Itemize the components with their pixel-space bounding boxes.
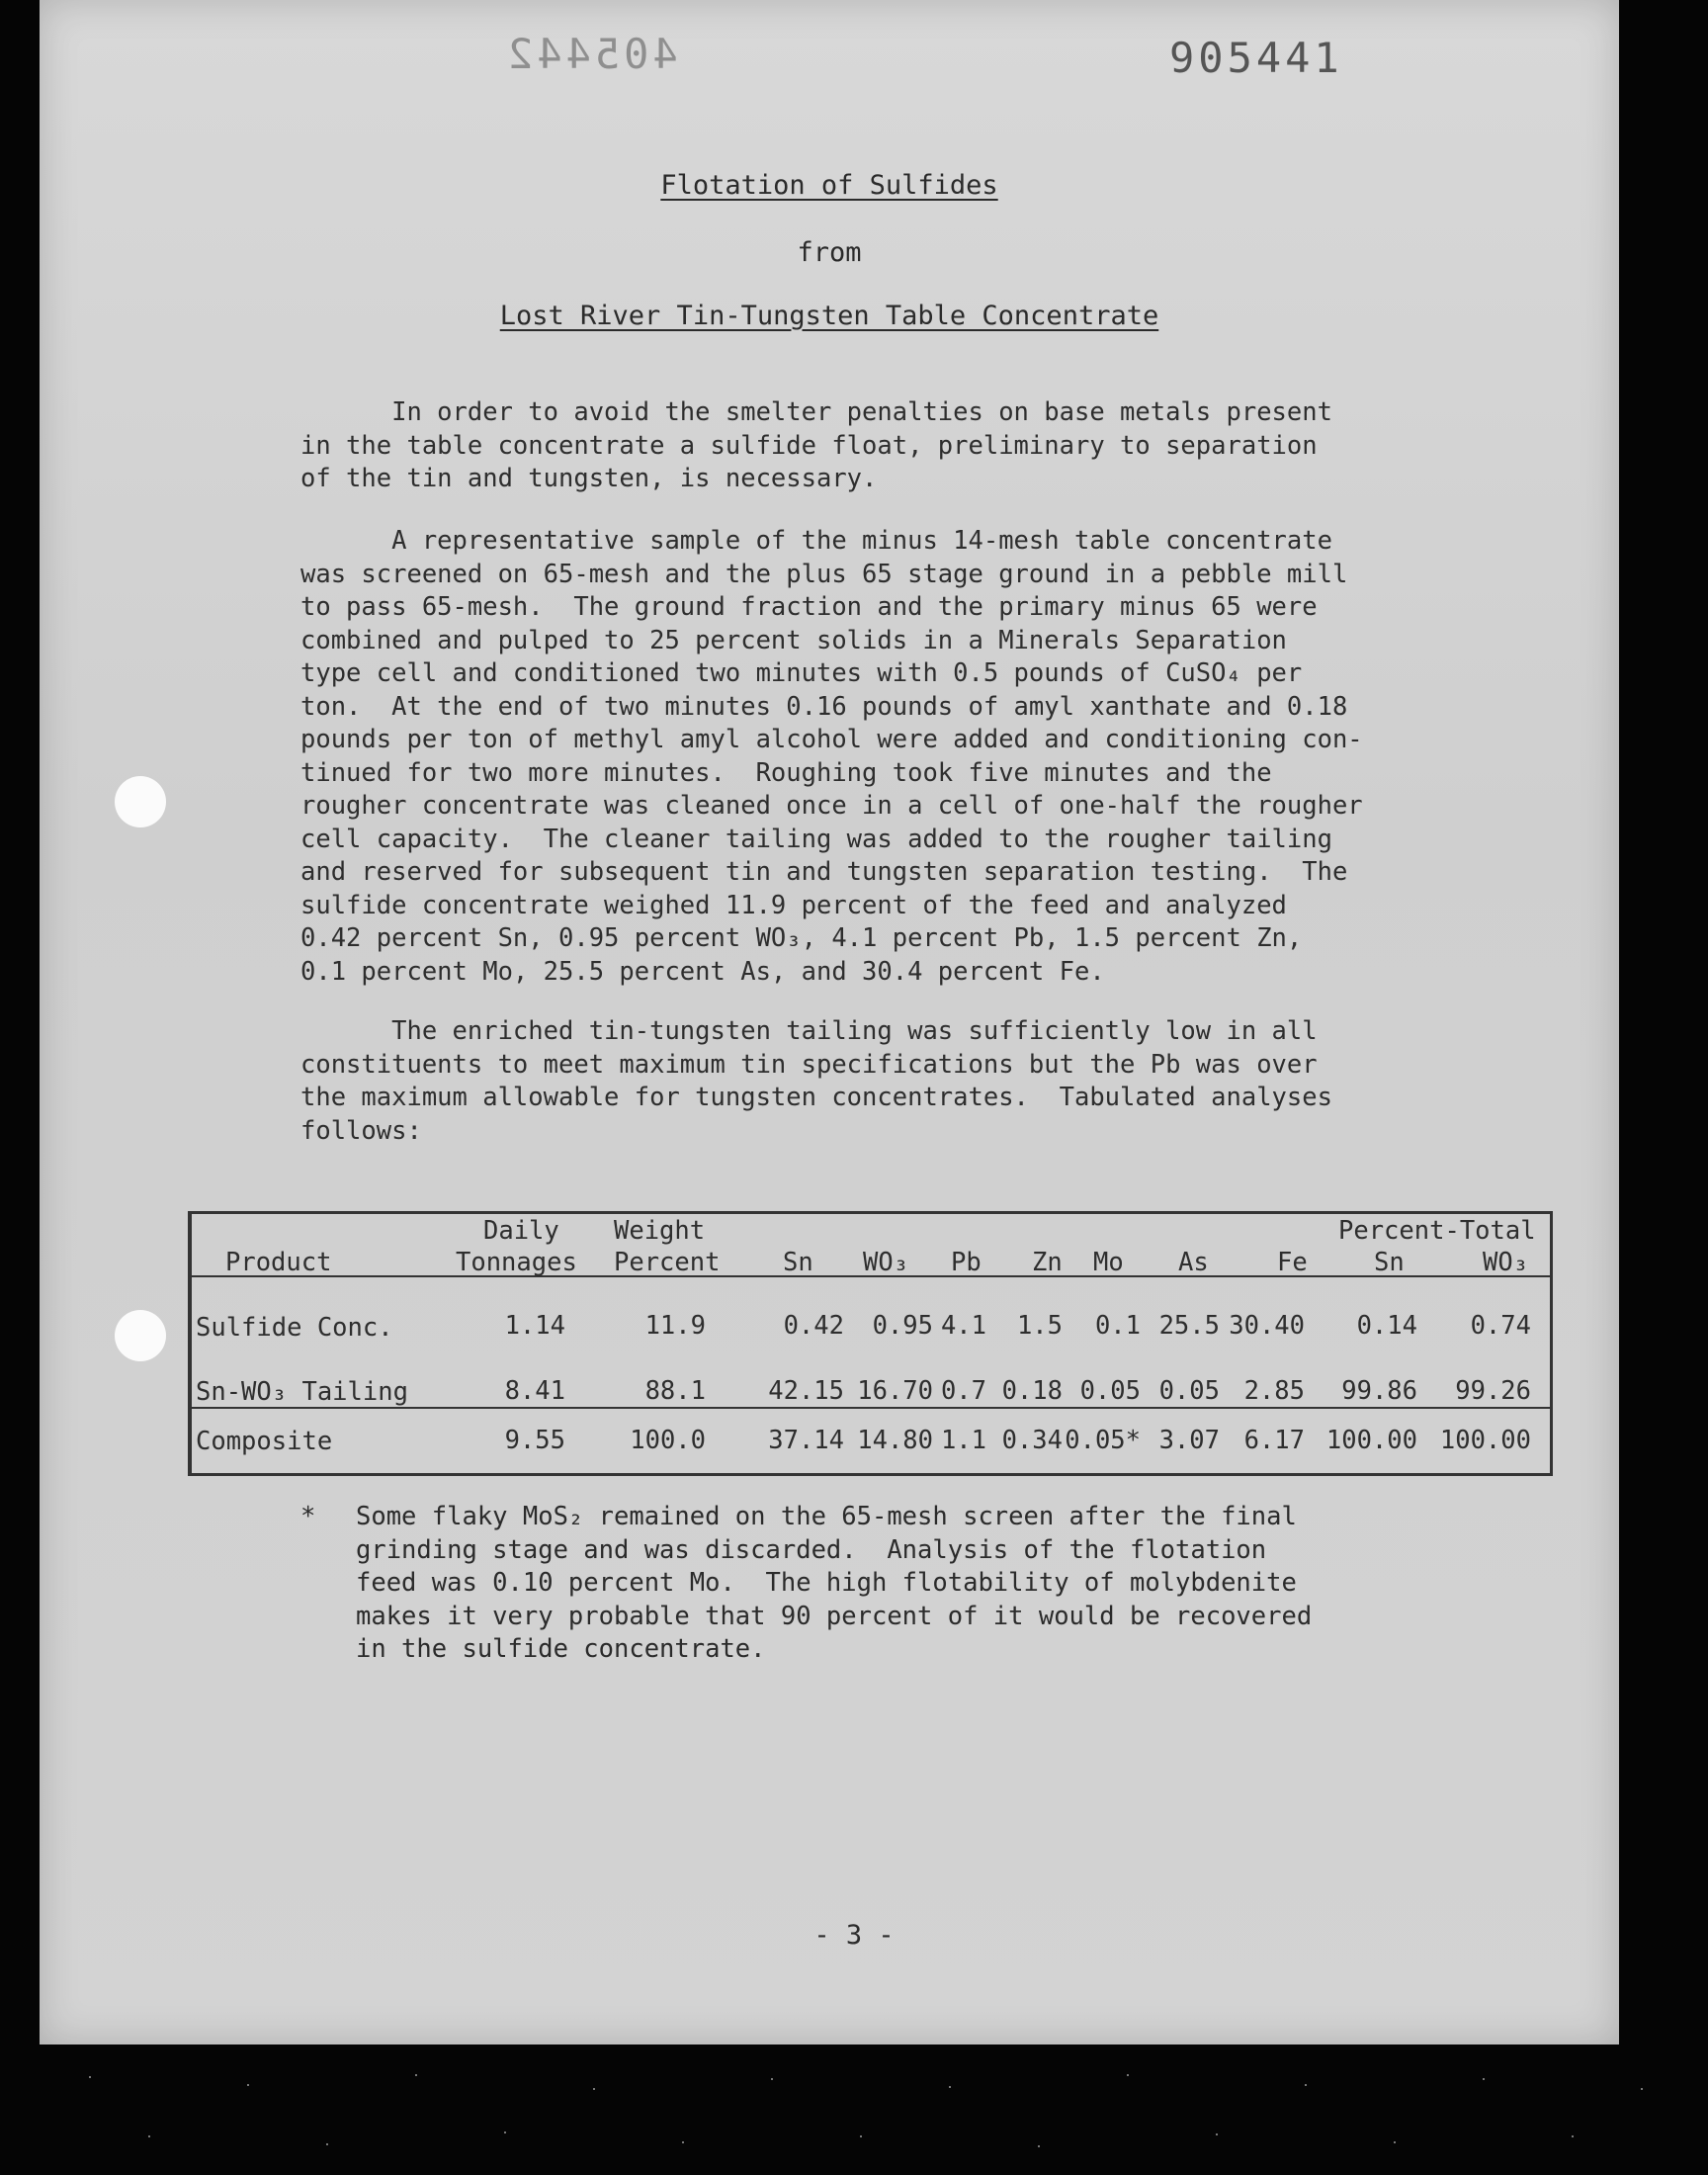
col-header-weight-percent: Percent — [614, 1248, 721, 1277]
row-2-pb: 0.7 — [940, 1376, 986, 1406]
row-2-tonnage: 8.41 — [504, 1376, 565, 1406]
page-number: - 3 - — [813, 1920, 895, 1951]
col-header-pb: Pb — [951, 1248, 982, 1277]
col-header-as: As — [1178, 1248, 1209, 1277]
row-3-zn: 0.34 — [1001, 1426, 1063, 1455]
col-header-zn: Zn — [1032, 1248, 1063, 1277]
row-1-product: Sulfide Conc. — [196, 1313, 393, 1343]
row-1-wo3: 0.95 — [872, 1311, 933, 1341]
title-line-2: from — [797, 237, 862, 268]
footnote-marker: * — [300, 1502, 316, 1531]
row-3-total-sn: 100.00 — [1325, 1426, 1417, 1455]
col-header-product: Product — [225, 1248, 332, 1277]
col-header-total-sn: Sn — [1374, 1248, 1405, 1277]
row-1-sn: 0.42 — [783, 1311, 844, 1341]
paragraph-1: In order to avoid the smelter penalties on base metals present in the table concentrate a sulfide float, preliminary to separation of the tin and tungsten, is necessary. — [300, 397, 1332, 493]
row-1-mo: 0.1 — [1094, 1311, 1141, 1341]
document-stamp-number: 905441 — [1169, 34, 1343, 82]
row-2-total-sn: 99.86 — [1341, 1376, 1417, 1406]
row-3-product: Composite — [196, 1427, 333, 1456]
mirrored-stamp-number: 405442 — [504, 30, 678, 78]
row-1-total-wo3: 0.74 — [1470, 1311, 1531, 1341]
header-percent-total: Percent-Total — [1338, 1216, 1536, 1246]
row-2-product: Sn-WO₃ Tailing — [196, 1377, 408, 1407]
punch-hole-top — [115, 776, 166, 827]
title-line-1: Flotation of Sulfides — [660, 170, 998, 201]
row-3-mo: 0.05* — [1065, 1426, 1141, 1455]
row-3-sn: 37.14 — [768, 1426, 844, 1455]
row-3-pb: 1.1 — [940, 1426, 986, 1455]
document-page — [40, 0, 1619, 2044]
col-header-fe: Fe — [1277, 1248, 1308, 1277]
row-3-tonnage: 9.55 — [504, 1426, 565, 1455]
row-1-zn: 1.5 — [1016, 1311, 1063, 1341]
paragraph-3: The enriched tin-tungsten tailing was sufficiently low in all constituents to meet maximum tin specifications but the Pb was over the maximum allowable for tungsten concentrates. Tabulated analyses follows: — [300, 1016, 1332, 1146]
row-1-pb: 4.1 — [940, 1311, 986, 1341]
row-2-as: 0.05 — [1158, 1376, 1220, 1406]
header-daily: Daily — [483, 1216, 559, 1246]
row-3-wo3: 14.80 — [857, 1426, 933, 1455]
row-1-total-sn: 0.14 — [1356, 1311, 1417, 1341]
col-header-mo: Mo — [1093, 1248, 1124, 1277]
row-1-tonnage: 1.14 — [504, 1311, 565, 1341]
col-header-tonnages: Tonnages — [456, 1248, 577, 1277]
row-2-zn: 0.18 — [1001, 1376, 1063, 1406]
punch-hole-bottom — [115, 1310, 166, 1361]
row-2-total-wo3: 99.26 — [1455, 1376, 1531, 1406]
table-row-rule — [192, 1407, 1550, 1409]
row-2-wo3: 16.70 — [857, 1376, 933, 1406]
title-line-3: Lost River Tin-Tungsten Table Concentrate — [499, 301, 1159, 331]
col-header-total-wo3: WO₃ — [1483, 1248, 1529, 1277]
row-2-fe: 2.85 — [1243, 1376, 1305, 1406]
analysis-table — [188, 1211, 1553, 1476]
col-header-wo3: WO₃ — [863, 1248, 909, 1277]
row-1-as: 25.5 — [1158, 1311, 1220, 1341]
row-3-total-wo3: 100.00 — [1439, 1426, 1531, 1455]
row-3-fe: 6.17 — [1243, 1426, 1305, 1455]
row-2-sn: 42.15 — [768, 1376, 844, 1406]
paragraph-2: A representative sample of the minus 14-mesh table concentrate was screened on 65-mesh and the plus 65 stage ground in a pebble mill to pass 65-mesh. The ground fraction and the primary minus 65 were combined and pulped to 25 percent solids in a Minerals Separation type cell and conditioned two minutes with 0.5 pounds of CuSO₄ per ton. At the end of two minutes 0.16 pounds of amyl xanthate and 0.18 pounds per ton of methyl amyl alcohol were added and conditioning con- tinued for two more minutes. Roughing took five minutes and the rougher concentrate was cleaned once in a cell of one-half the rougher cell capacity. The cleaner tailing was added to the rougher tailing and reserved for subsequent tin and tungsten separation testing. The sulfide concentrate weighed 11.9 percent of the feed and analyzed 0.42 percent Sn, 0.95 percent WO₃, 4.1 percent Pb, 1.5 percent Zn, 0.1 percent Mo, 25.5 percent As, and 30.4 percent Fe. — [300, 526, 1363, 987]
footnote-text: Some flaky MoS₂ remained on the 65-mesh screen after the final grinding stage and was discarded. Analysis of the flotation feed was 0.10 percent Mo. The high flotability of molybdenite makes it very probable that 90 percent of it would be recovered in the sulfide concentrate. — [356, 1502, 1313, 1664]
row-2-mo: 0.05 — [1079, 1376, 1141, 1406]
row-3-weight: 100.0 — [630, 1426, 706, 1455]
row-3-as: 3.07 — [1158, 1426, 1220, 1455]
col-header-sn: Sn — [783, 1248, 813, 1277]
row-2-weight: 88.1 — [644, 1376, 706, 1406]
row-1-fe: 30.40 — [1229, 1311, 1305, 1341]
scan-border-noise — [0, 2044, 1708, 2175]
header-weight: Weight — [614, 1216, 706, 1246]
row-1-weight: 11.9 — [644, 1311, 706, 1341]
